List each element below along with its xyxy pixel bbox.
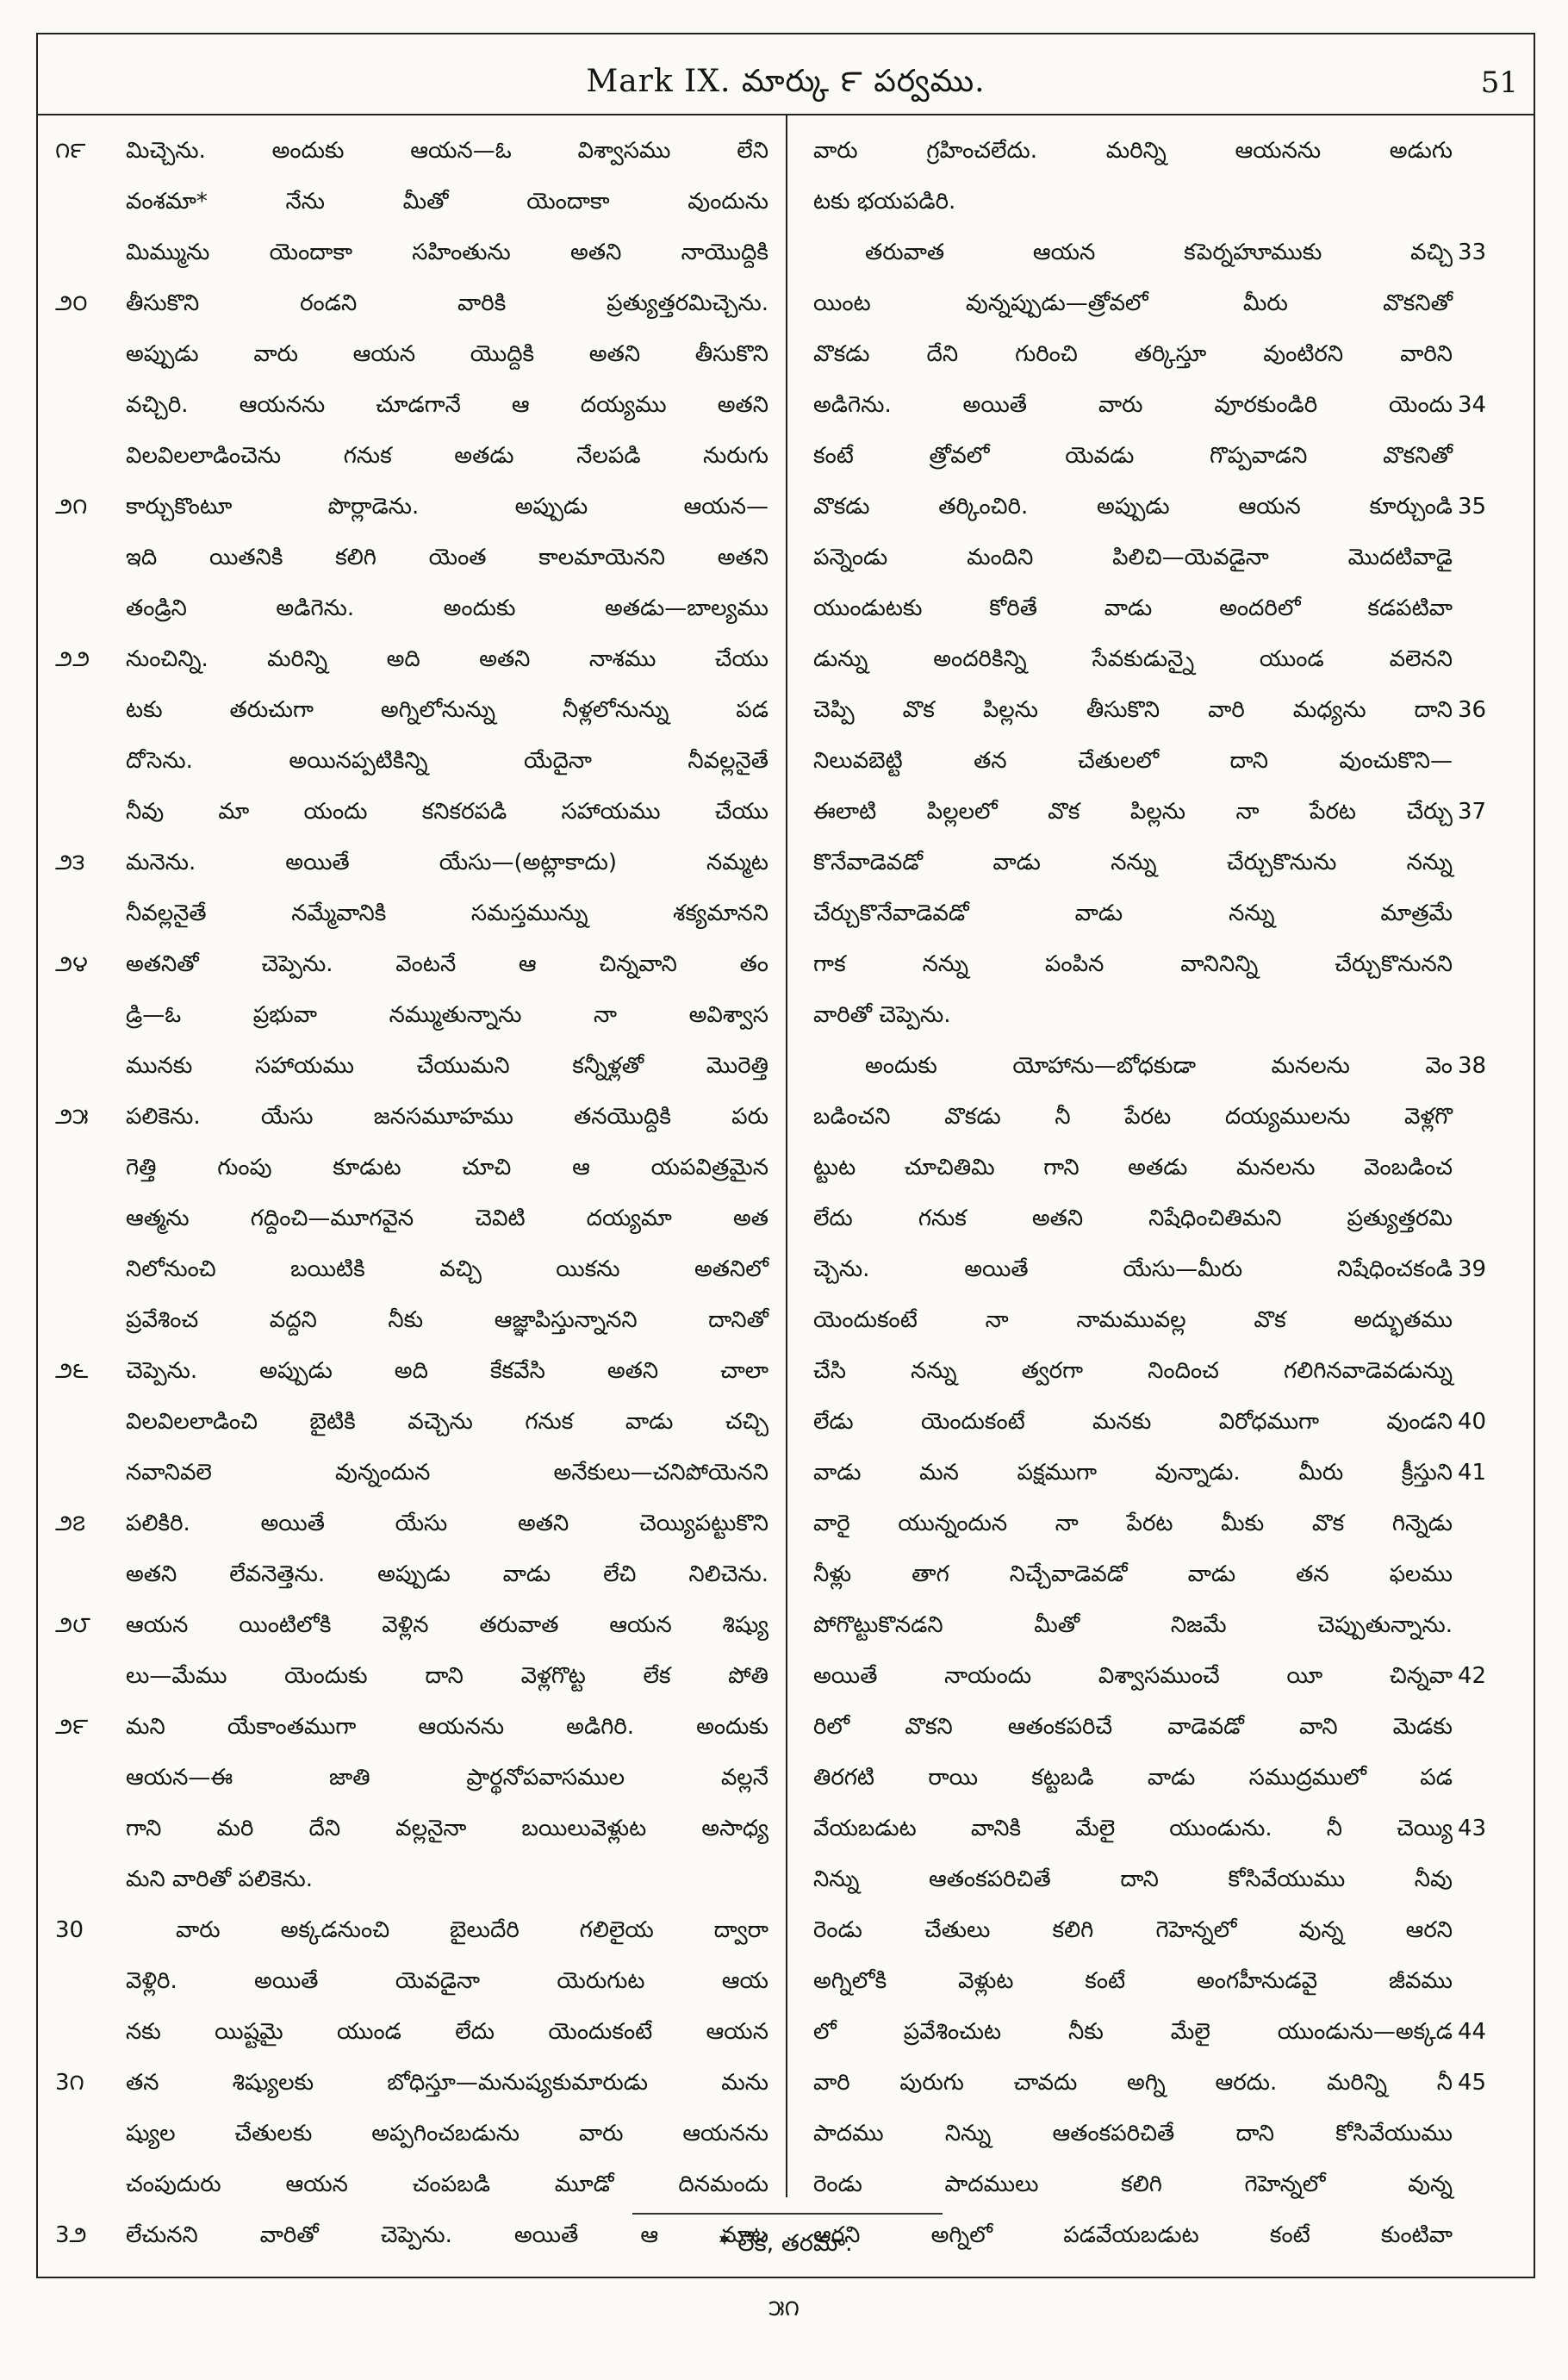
left-column	[55, 126, 770, 2248]
text-line	[805, 1956, 1520, 2007]
verse-text: కంటే త్రోవలో యెవడు గొప్పవాడని వొకనితో	[813, 443, 1453, 469]
text-line	[805, 1092, 1520, 1143]
verse-text: లేడు యెందుకంటే మనకు విరోధముగా వుండని	[813, 1409, 1453, 1435]
verse-text: నిలోనుంచి బయిటికి వచ్చి యికను అతనిలో	[126, 1256, 768, 1282]
verse-text: బడించని వొకడు నీ పేరట దయ్యములను వెళ్లగొ	[813, 1104, 1453, 1130]
verse-text: వచ్చిరి. ఆయనను చూడగానే ఆ దయ్యము అతని	[126, 392, 768, 418]
verse-number: ౨౭	[55, 1511, 85, 1536]
verse-number: ౨౯	[55, 1714, 89, 1740]
verse-text: పలికెను. యేసు జనసమూహము తనయొద్దికి పరు	[126, 1104, 768, 1130]
verse-text: గాని మరి దేని వల్లనైనా బయిలువెళ్లుట అసాధ్య	[126, 1816, 768, 1841]
text-line	[805, 685, 1520, 736]
verse-text: ష్యుల చేతులకు అప్పగించబడును వారు ఆయనను	[126, 2121, 768, 2146]
verse-number: 40	[1458, 1409, 1487, 1435]
verse-text: నీళ్లు తాగ నిచ్చేవాడెవడో వాడు తన ఫలము	[813, 1561, 1453, 1587]
text-line	[55, 533, 770, 583]
verse-number: ౨౨	[55, 646, 90, 672]
text-line	[55, 126, 770, 177]
text-line	[55, 380, 770, 431]
right-column	[805, 126, 1520, 2248]
verse-number: ౨౫	[55, 1104, 89, 1130]
text-line	[55, 634, 770, 685]
text-line	[805, 1804, 1520, 1854]
verse-number: 45	[1458, 2070, 1487, 2096]
verse-number: 39	[1458, 1256, 1487, 1282]
text-line	[55, 838, 770, 888]
verse-text: రెండు చేతులు కలిగి గెహెన్నలో వున్న ఆరని	[813, 1917, 1453, 1943]
text-line	[55, 1346, 770, 1397]
text-line	[55, 278, 770, 329]
verse-text: చేసి నన్ను త్వరగా నిందించ గలిగినవాడెవడున్ను	[813, 1358, 1453, 1384]
text-line	[805, 1498, 1520, 1549]
text-line	[805, 329, 1520, 380]
verse-text: రిలో వొకని ఆతంకపరిచే వాడెవడో వాని మెడకు	[813, 1714, 1453, 1740]
verse-text: వారు గ్రహించలేదు. మరిన్ని ఆయనను అడుగు	[813, 138, 1453, 164]
verse-text: మనెను. అయితే యేసు—(అట్లాకాదు) నమ్మట	[126, 850, 768, 875]
text-line	[55, 1651, 770, 1702]
text-line	[55, 482, 770, 533]
verse-text: నీవల్లనైతే నమ్మేవానికి సమస్తమున్ను శక్యమానని	[126, 900, 768, 926]
verse-text: పాదము నిన్ను ఆతంకపరిచితే దాని కోసివేయుము	[813, 2121, 1453, 2146]
verse-number: ౨౬	[55, 1358, 89, 1384]
text-line	[805, 533, 1520, 583]
verse-number: ౨౦	[55, 290, 88, 316]
text-line	[805, 2109, 1520, 2159]
text-line	[805, 736, 1520, 787]
verse-text: అతనితో చెప్పెను. వెంటనే ఆ చిన్నవాని తం	[126, 951, 768, 977]
verse-text: మిచ్చెను. అందుకు ఆయన—ఓ విశ్వాసము లేని	[126, 138, 768, 164]
verse-number: 30	[55, 1917, 84, 1943]
text-line	[805, 278, 1520, 329]
text-line	[805, 177, 1520, 227]
text-line	[805, 380, 1520, 431]
text-line	[805, 126, 1520, 177]
text-line	[55, 888, 770, 939]
text-line	[55, 685, 770, 736]
verse-text: రెండు పాదములు కలిగి గెహెన్నలో వున్న	[813, 2171, 1453, 2197]
verse-number: 43	[1458, 1816, 1487, 1841]
text-line	[805, 1600, 1520, 1651]
verse-text: చేర్చుకొనేవాడెవడో వాడు నన్ను మాత్రమే	[813, 900, 1453, 926]
verse-text: మిమ్మును యెందాకా సహింతును అతని నాయొద్దికి	[126, 240, 768, 265]
verse-text: చెప్పి వొక పిల్లను తీసుకొని వారి మధ్యను దాని	[813, 697, 1453, 723]
verse-number: ౨౧	[55, 494, 88, 520]
verse-text: ఈలాటి పిల్లలలో వొక పిల్లను నా పేరట చేర్చు	[813, 799, 1453, 825]
verse-text: వొకడు దేని గురించి తర్కిస్తూ వుంటిరని వారిని	[813, 341, 1453, 367]
text-line	[805, 431, 1520, 482]
text-line	[805, 1143, 1520, 1193]
text-line	[55, 583, 770, 634]
verse-text: లేచునని వారితో చెప్పెను. అయితే ఆ మాట	[126, 2222, 768, 2248]
verse-number: ౧౯	[55, 138, 86, 164]
verse-text: వారి పురుగు చావదు అగ్ని ఆరదు. మరిన్ని నీ	[813, 2070, 1453, 2096]
verse-text: నకు యిష్టమై యుండ లేదు యెందుకంటే ఆయన	[126, 2019, 768, 2045]
text-line	[55, 1804, 770, 1854]
verse-text: విలవిలలాడించెను గనుక అతడు నేలపడి నురుగు	[126, 443, 768, 469]
verse-number: 36	[1458, 697, 1487, 723]
text-line	[805, 227, 1520, 278]
verse-text: మునకు సహాయము చేయుమని కన్నీళ్లతో మొరెత్తి	[126, 1053, 768, 1079]
verse-number: 41	[1458, 1460, 1487, 1486]
text-line	[805, 1549, 1520, 1600]
verse-text: వారై యున్నందున నా పేరట మీకు వొక గిన్నెడు	[813, 1511, 1453, 1536]
text-line	[805, 990, 1520, 1041]
verse-text: కొనేవాడెవడో వాడు నన్ను చేర్చుకొనును నన్ను	[813, 850, 1453, 875]
verse-text: లో ప్రవేశించుట నీకు మేలై యుండును—అక్కడ	[813, 2019, 1453, 2045]
text-line	[55, 939, 770, 990]
verse-text: లు—మేము యెందుకు దాని వెళ్లగొట్ట లేక పోతి	[126, 1663, 768, 1689]
verse-text: అప్పుడు వారు ఆయన యొద్దికి అతని తీసుకొని	[126, 341, 768, 367]
text-line	[55, 736, 770, 787]
verse-text: ఇది యితనికి కలిగి యెంత కాలమాయెనని అతని	[126, 545, 768, 570]
verse-number: 35	[1458, 494, 1487, 520]
text-line	[55, 431, 770, 482]
verse-text: యుండుటకు కోరితే వాడు అందరిలో కడపటివా	[813, 595, 1453, 621]
text-line	[805, 583, 1520, 634]
text-line	[805, 1244, 1520, 1295]
text-line	[55, 1143, 770, 1193]
text-line	[55, 787, 770, 838]
verse-text: డ్రి—ఓ ప్రభువా నమ్ముతున్నాను నా అవిశ్వాస	[126, 1002, 768, 1028]
text-line	[55, 1702, 770, 1753]
verse-number: 33	[1458, 240, 1487, 265]
text-line	[805, 1753, 1520, 1804]
verse-text: నీవు మా యందు కనికరపడి సహాయము చేయు	[126, 799, 768, 825]
verse-number: 34	[1458, 392, 1487, 418]
text-line	[805, 787, 1520, 838]
verse-text: లేదు గనుక అతని నిషేధించితిమని ప్రత్యుత్తరమి	[813, 1206, 1453, 1231]
verse-text: వేయబడుట వానికి మేలై యుండును. నీ చెయ్యి	[813, 1816, 1453, 1841]
text-line	[805, 1702, 1520, 1753]
text-line	[55, 1041, 770, 1092]
text-line	[55, 1295, 770, 1346]
verse-text: ఆరని అగ్నిలో పడవేయబడుట కంటే కుంటివా	[813, 2222, 1453, 2248]
text-line	[805, 1193, 1520, 1244]
text-line	[805, 634, 1520, 685]
text-line	[55, 1600, 770, 1651]
text-line	[55, 2007, 770, 2058]
text-line	[55, 1092, 770, 1143]
text-line	[55, 1397, 770, 1448]
page-frame	[36, 33, 1535, 2278]
text-line	[55, 2058, 770, 2109]
verse-text: పన్నెండు మందిని పిలిచి—యెవడైనా మొదటివాడై	[813, 545, 1453, 570]
text-line	[55, 329, 770, 380]
verse-text: డున్ను అందరికిన్ని సేవకుడున్నై యుండ వలెనని	[813, 646, 1453, 672]
verse-text: దోసెను. అయినప్పటికిన్ని యేదైనా నీవల్లనైతే	[126, 748, 768, 774]
verse-text: వొకడు తర్కించిరి. అప్పుడు ఆయన కూర్చుండి	[813, 494, 1453, 520]
text-line	[55, 227, 770, 278]
verse-text: చ్చెను. అయితే యేసు—మీరు నిషేధించకండి	[813, 1256, 1453, 1282]
text-line	[805, 939, 1520, 990]
verse-text: పలికిరి. అయితే యేసు అతని చెయ్యిపట్టుకొని	[126, 1511, 768, 1536]
text-line	[805, 1651, 1520, 1702]
text-line	[55, 990, 770, 1041]
text-line	[55, 1956, 770, 2007]
text-line	[55, 1549, 770, 1600]
verse-text: వారు అక్కడనుంచి బైలుదేరి గలిలైయ ద్వారా	[176, 1917, 768, 1943]
footnote-rule	[632, 2213, 943, 2215]
verse-number: 44	[1458, 2019, 1487, 2045]
verse-text: అందుకు యోహాను—బోధకుడా మనలను వెం	[865, 1053, 1453, 1079]
text-line	[805, 1295, 1520, 1346]
footnote: * లేక, తరమా.	[719, 2230, 853, 2257]
verse-text: గాక నన్ను పంపిన వానినిన్ని చేర్చుకొనునని	[813, 951, 1453, 977]
verse-text: ఆయన యింటిలోకి వెళ్లిన తరువాత ఆయన శిష్యు	[126, 1612, 768, 1638]
text-line	[805, 1905, 1520, 1956]
text-line	[805, 888, 1520, 939]
verse-text: తన శిష్యులకు బోధిస్తూ—మనుష్యకుమారుడు మను	[126, 2070, 768, 2096]
text-line	[55, 1193, 770, 1244]
verse-text: యింట వున్నప్పుడు—త్రోవలో మీరు వొకనితో	[813, 290, 1453, 316]
verse-text: అతని లేవనెత్తెను. అప్పుడు వాడు లేచి నిలిచెను.	[126, 1561, 768, 1587]
verse-number: 3౧	[55, 2070, 84, 2096]
verse-text: నవానివలె వున్నందున అనేకులు—చనిపోయెనని	[126, 1460, 768, 1486]
column-divider	[786, 115, 787, 2197]
verse-text: టకు తరుచుగా అగ్నిలోనున్ను నీళ్లలోనున్ను పడ	[126, 697, 768, 723]
verse-text: ట్టుట చూచితిమి గాని అతడు మనలను వెంబడించ	[813, 1155, 1453, 1181]
text-line	[805, 1346, 1520, 1397]
text-line	[55, 1448, 770, 1498]
text-line	[805, 1397, 1520, 1448]
verse-number: ౨౪	[55, 951, 88, 977]
running-title: Mark IX. మార్కు ౯ పర్వము.	[586, 64, 986, 99]
text-line	[55, 177, 770, 227]
verse-text: టకు భయపడిరి.	[813, 189, 956, 215]
verse-text: పోగొట్టుకొనడని మీతో నిజమే చెప్పుతున్నాను.	[813, 1612, 1453, 1638]
text-line	[805, 2058, 1520, 2109]
verse-number: 3౨	[55, 2222, 87, 2248]
page-header	[38, 34, 1534, 115]
verse-text: విలవిలలాడించి బైటికి వచ్చెను గనుక వాడు చచ్చి	[126, 1409, 768, 1435]
text-line	[805, 2159, 1520, 2210]
text-line	[805, 1854, 1520, 1905]
verse-text: కార్చుకొంటూ పొర్లాడెను. అప్పుడు ఆయన—	[126, 494, 768, 520]
text-line	[55, 1753, 770, 1804]
verse-text: వారితో చెప్పెను.	[813, 1002, 951, 1028]
page-number: 51	[1480, 65, 1518, 100]
text-line	[55, 2159, 770, 2210]
verse-number: ౨౩	[55, 850, 85, 875]
text-line	[55, 1854, 770, 1905]
verse-text: తరువాత ఆయన కపెర్నహూముకు వచ్చి	[865, 240, 1453, 265]
verse-text: నిన్ను ఆతంకపరిచితే దాని కోసివేయుము నీవు	[813, 1866, 1453, 1892]
text-line	[805, 1041, 1520, 1092]
verse-number: ౨౮	[55, 1612, 90, 1638]
verse-text: చెప్పెను. అప్పుడు అది కేకవేసి అతని చాలా	[126, 1358, 768, 1384]
text-line	[55, 1244, 770, 1295]
text-line	[55, 2109, 770, 2159]
verse-number: 38	[1458, 1053, 1487, 1079]
text-line	[55, 1905, 770, 1956]
text-line	[805, 2007, 1520, 2058]
signature-mark: ౫౧	[768, 2296, 800, 2321]
verse-text: వెళ్లిరి. అయితే యెవడైనా యెరుగుట ఆయ	[126, 1968, 768, 1994]
verse-number: 37	[1458, 799, 1487, 825]
verse-text: అగ్నిలోకి వెళ్లుట కంటే అంగహీనుడవై జీవము	[813, 1968, 1453, 1994]
verse-number: 42	[1458, 1663, 1487, 1689]
verse-text: వంశమా* నేను మీతో యెందాకా వుందును	[126, 189, 768, 215]
verse-text: మని యేకాంతముగా ఆయనను అడిగిరి. అందుకు	[126, 1714, 768, 1740]
verse-text: తిరగటి రాయి కట్టబడి వాడు సముద్రములో పడ	[813, 1765, 1453, 1791]
verse-text: అడిగెను. అయితే వారు వూరకుండిరి యెందు	[813, 392, 1453, 418]
verse-text: ప్రవేశించ వద్దని నీకు ఆజ్ఞాపిస్తున్నానని దానితో	[126, 1307, 768, 1333]
verse-text: తండ్రిని అడిగెను. అందుకు అతడు—బాల్యము	[126, 595, 768, 621]
text-line	[55, 1498, 770, 1549]
verse-text: నిలువబెట్టి తన చేతులలో దాని వుంచుకొని—	[813, 748, 1453, 774]
verse-text: యెందుకంటే నా నామమువల్ల వొక అద్భుతము	[813, 1307, 1453, 1333]
verse-text: ఆత్మను గద్దించి—మూగవైన చెవిటి దయ్యమా అత	[126, 1206, 768, 1231]
verse-text: ఆయన—ఈ జాతి ప్రార్థనోపవాసముల వల్లనే	[126, 1765, 768, 1791]
verse-text: గెత్తి గుంపు కూడుట చూచి ఆ యపవిత్రమైన	[126, 1155, 768, 1181]
text-line	[805, 482, 1520, 533]
verse-text: మని వారితో పలికెను.	[126, 1866, 313, 1892]
text-line	[805, 838, 1520, 888]
verse-text: తీసుకొని రండని వారికి ప్రత్యుత్తరమిచ్చెను.	[126, 290, 768, 316]
text-line	[805, 1448, 1520, 1498]
verse-text: అయితే నాయందు విశ్వాసముంచే యీ చిన్నవా	[813, 1663, 1453, 1689]
verse-text: నుంచిన్ని. మరిన్ని అది అతని నాశము చేయు	[126, 646, 768, 672]
verse-text: వాడు మన పక్షముగా వున్నాడు. మీరు క్రీస్తుని	[813, 1460, 1453, 1486]
verse-text: చంపుదురు ఆయన చంపబడి మూడో దినమందు	[126, 2171, 768, 2197]
